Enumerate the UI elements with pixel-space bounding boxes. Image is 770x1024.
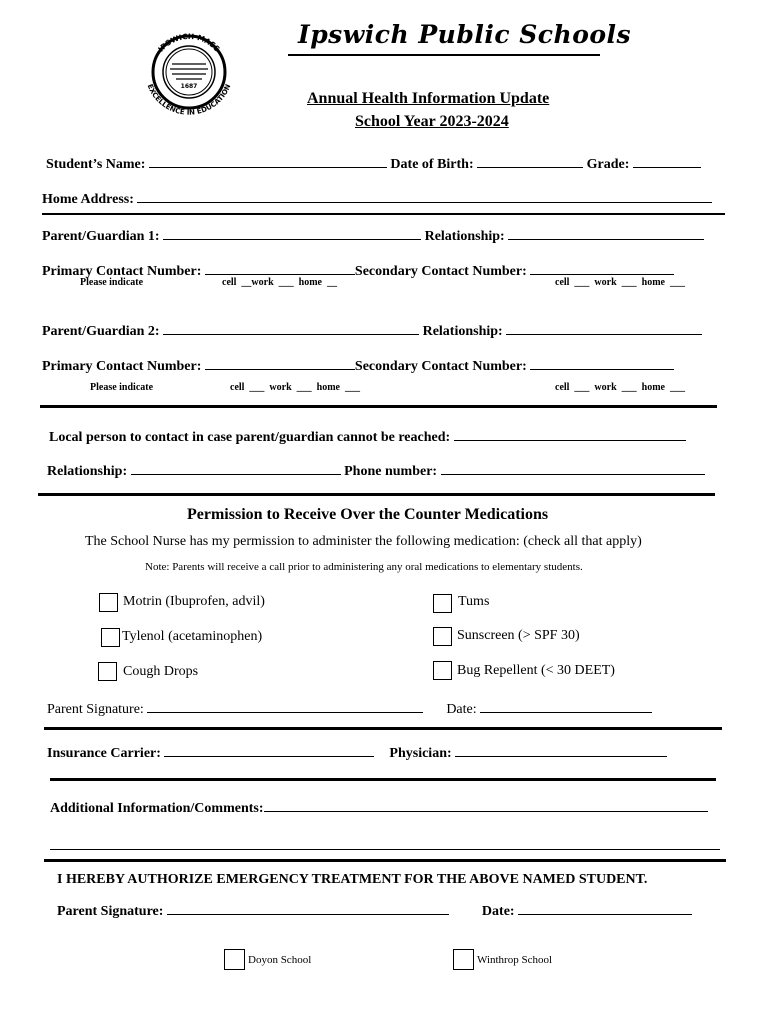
sunscreen-checkbox[interactable] (433, 627, 452, 646)
guardian1-indicate-label: Please indicate (80, 277, 144, 288)
motrin-label: Motrin (Ibuprofen, advil) (123, 594, 265, 609)
guardian2-indicate-label: Please indicate (90, 382, 154, 393)
otc-instruction: The School Nurse has my permission to administer the following medication: (check all that apply) (85, 534, 642, 549)
tylenol-label: Tylenol (acetaminophen) (122, 629, 263, 644)
dob-label: Date of Birth: (390, 157, 474, 172)
section-divider-3 (38, 493, 715, 496)
student-name-row (46, 155, 701, 173)
guardian2-secondary-field[interactable] (530, 357, 674, 370)
local-contact-row (49, 428, 686, 446)
guardian1-label: Parent/Guardian 1: (42, 229, 160, 244)
authorization-date-field[interactable] (518, 902, 692, 915)
student-name-field[interactable] (149, 155, 387, 168)
bug-repellent-checkbox[interactable] (433, 661, 452, 680)
authorization-signature-row (57, 902, 692, 920)
guardian1-primary-field[interactable] (205, 262, 355, 275)
doyon-school-label: Doyon School (248, 954, 312, 966)
tylenol-checkbox[interactable] (101, 628, 120, 647)
guardian1-primary-label: Primary Contact Number: (42, 264, 202, 279)
school-name: Ipswich Public Schools (298, 20, 632, 49)
section-divider-1 (42, 213, 725, 215)
form-title: Annual Health Information Update (307, 90, 550, 107)
otc-date-label: Date: (446, 702, 477, 717)
guardian2-secondary-types[interactable]: cell ___ work ___ home ___ (555, 382, 685, 393)
address-label: Home Address: (42, 192, 134, 207)
winthrop-school-checkbox[interactable] (453, 949, 474, 970)
guardian2-row (42, 322, 702, 340)
school-name-underline (288, 54, 600, 56)
bug-repellent-label: Bug Repellent (< 30 DEET) (457, 663, 615, 678)
guardian1-secondary-field[interactable] (530, 262, 674, 275)
student-name-label: Student’s Name: (46, 157, 146, 172)
section-divider-5 (50, 778, 716, 781)
dob-field[interactable] (477, 155, 583, 168)
otc-date-field[interactable] (480, 700, 652, 713)
section-divider-2 (40, 405, 717, 408)
sunscreen-label: Sunscreen (> SPF 30) (457, 628, 580, 643)
otc-signature-label: Parent Signature: (47, 702, 144, 717)
authorization-date-label: Date: (481, 904, 515, 919)
otc-note: Note: Parents will receive a call prior to administering any oral medications to elementary students. (145, 561, 583, 573)
local-contact-field[interactable] (454, 428, 686, 441)
motrin-checkbox[interactable] (99, 593, 118, 612)
guardian2-field[interactable] (163, 322, 419, 335)
authorization-statement: I HEREBY AUTHORIZE EMERGENCY TREATMENT FOR THE ABOVE NAMED STUDENT. (57, 872, 648, 887)
guardian1-relationship-field[interactable] (508, 227, 704, 240)
authorization-signature-label: Parent Signature: (57, 904, 164, 919)
physician-field[interactable] (455, 744, 667, 757)
otc-heading: Permission to Receive Over the Counter Medications (187, 506, 549, 523)
doyon-school-checkbox[interactable] (224, 949, 245, 970)
additional-label: Additional Information/Comments: (50, 801, 264, 816)
otc-signature-row (47, 700, 652, 718)
additional-row (50, 799, 708, 817)
insurance-carrier-label: Insurance Carrier: (47, 746, 161, 761)
cough-drops-checkbox[interactable] (98, 662, 117, 681)
guardian1-primary-types[interactable]: cell __work ___ home __ (222, 277, 337, 288)
school-year: School Year 2023-2024 (355, 113, 509, 130)
guardian2-secondary-label: Secondary Contact Number: (354, 359, 527, 374)
local-relationship-row (47, 462, 705, 480)
seal-ring-top-path: IPSWICH MASS (156, 31, 222, 54)
local-phone-field[interactable] (441, 462, 705, 475)
local-relationship-field[interactable] (131, 462, 341, 475)
grade-label: Grade: (586, 157, 630, 172)
guardian1-relationship-label: Relationship: (424, 229, 505, 244)
tums-label: Tums (458, 594, 490, 609)
guardian2-primary-label: Primary Contact Number: (42, 359, 202, 374)
additional-field[interactable] (264, 799, 708, 812)
authorization-signature-field[interactable] (167, 902, 449, 915)
additional-field-line-2[interactable] (50, 849, 720, 850)
winthrop-school-label: Winthrop School (477, 954, 553, 966)
guardian2-label: Parent/Guardian 2: (42, 324, 160, 339)
insurance-row (47, 744, 667, 762)
guardian2-relationship-field[interactable] (506, 322, 702, 335)
guardian2-primary-types[interactable]: cell ___ work ___ home ___ (230, 382, 360, 393)
local-relationship-label: Relationship: (47, 464, 128, 479)
seal-ring-bottom: EXCELLENCE IN EDUCATION (145, 82, 233, 117)
insurance-carrier-field[interactable] (164, 744, 374, 757)
local-contact-label: Local person to contact in case parent/guardian cannot be reached: (49, 430, 451, 445)
guardian2-primary-field[interactable] (205, 357, 355, 370)
guardian1-secondary-types[interactable]: cell ___ work ___ home ___ (555, 277, 685, 288)
school-seal-logo (136, 24, 242, 124)
cough-drops-label: Cough Drops (123, 664, 199, 679)
address-field[interactable] (137, 190, 712, 203)
physician-label: Physician: (389, 746, 452, 761)
guardian1-field[interactable] (163, 227, 421, 240)
otc-signature-field[interactable] (147, 700, 423, 713)
guardian1-row (42, 227, 704, 245)
guardian2-contact-row (42, 357, 674, 375)
seal-year: 1687 (180, 83, 198, 90)
address-row (42, 190, 712, 208)
section-divider-6 (44, 859, 726, 862)
local-phone-label: Phone number: (344, 464, 438, 479)
tums-checkbox[interactable] (433, 594, 452, 613)
guardian1-secondary-label: Secondary Contact Number: (354, 264, 527, 279)
grade-field[interactable] (633, 155, 701, 168)
guardian2-relationship-label: Relationship: (422, 324, 503, 339)
section-divider-4 (44, 727, 722, 730)
